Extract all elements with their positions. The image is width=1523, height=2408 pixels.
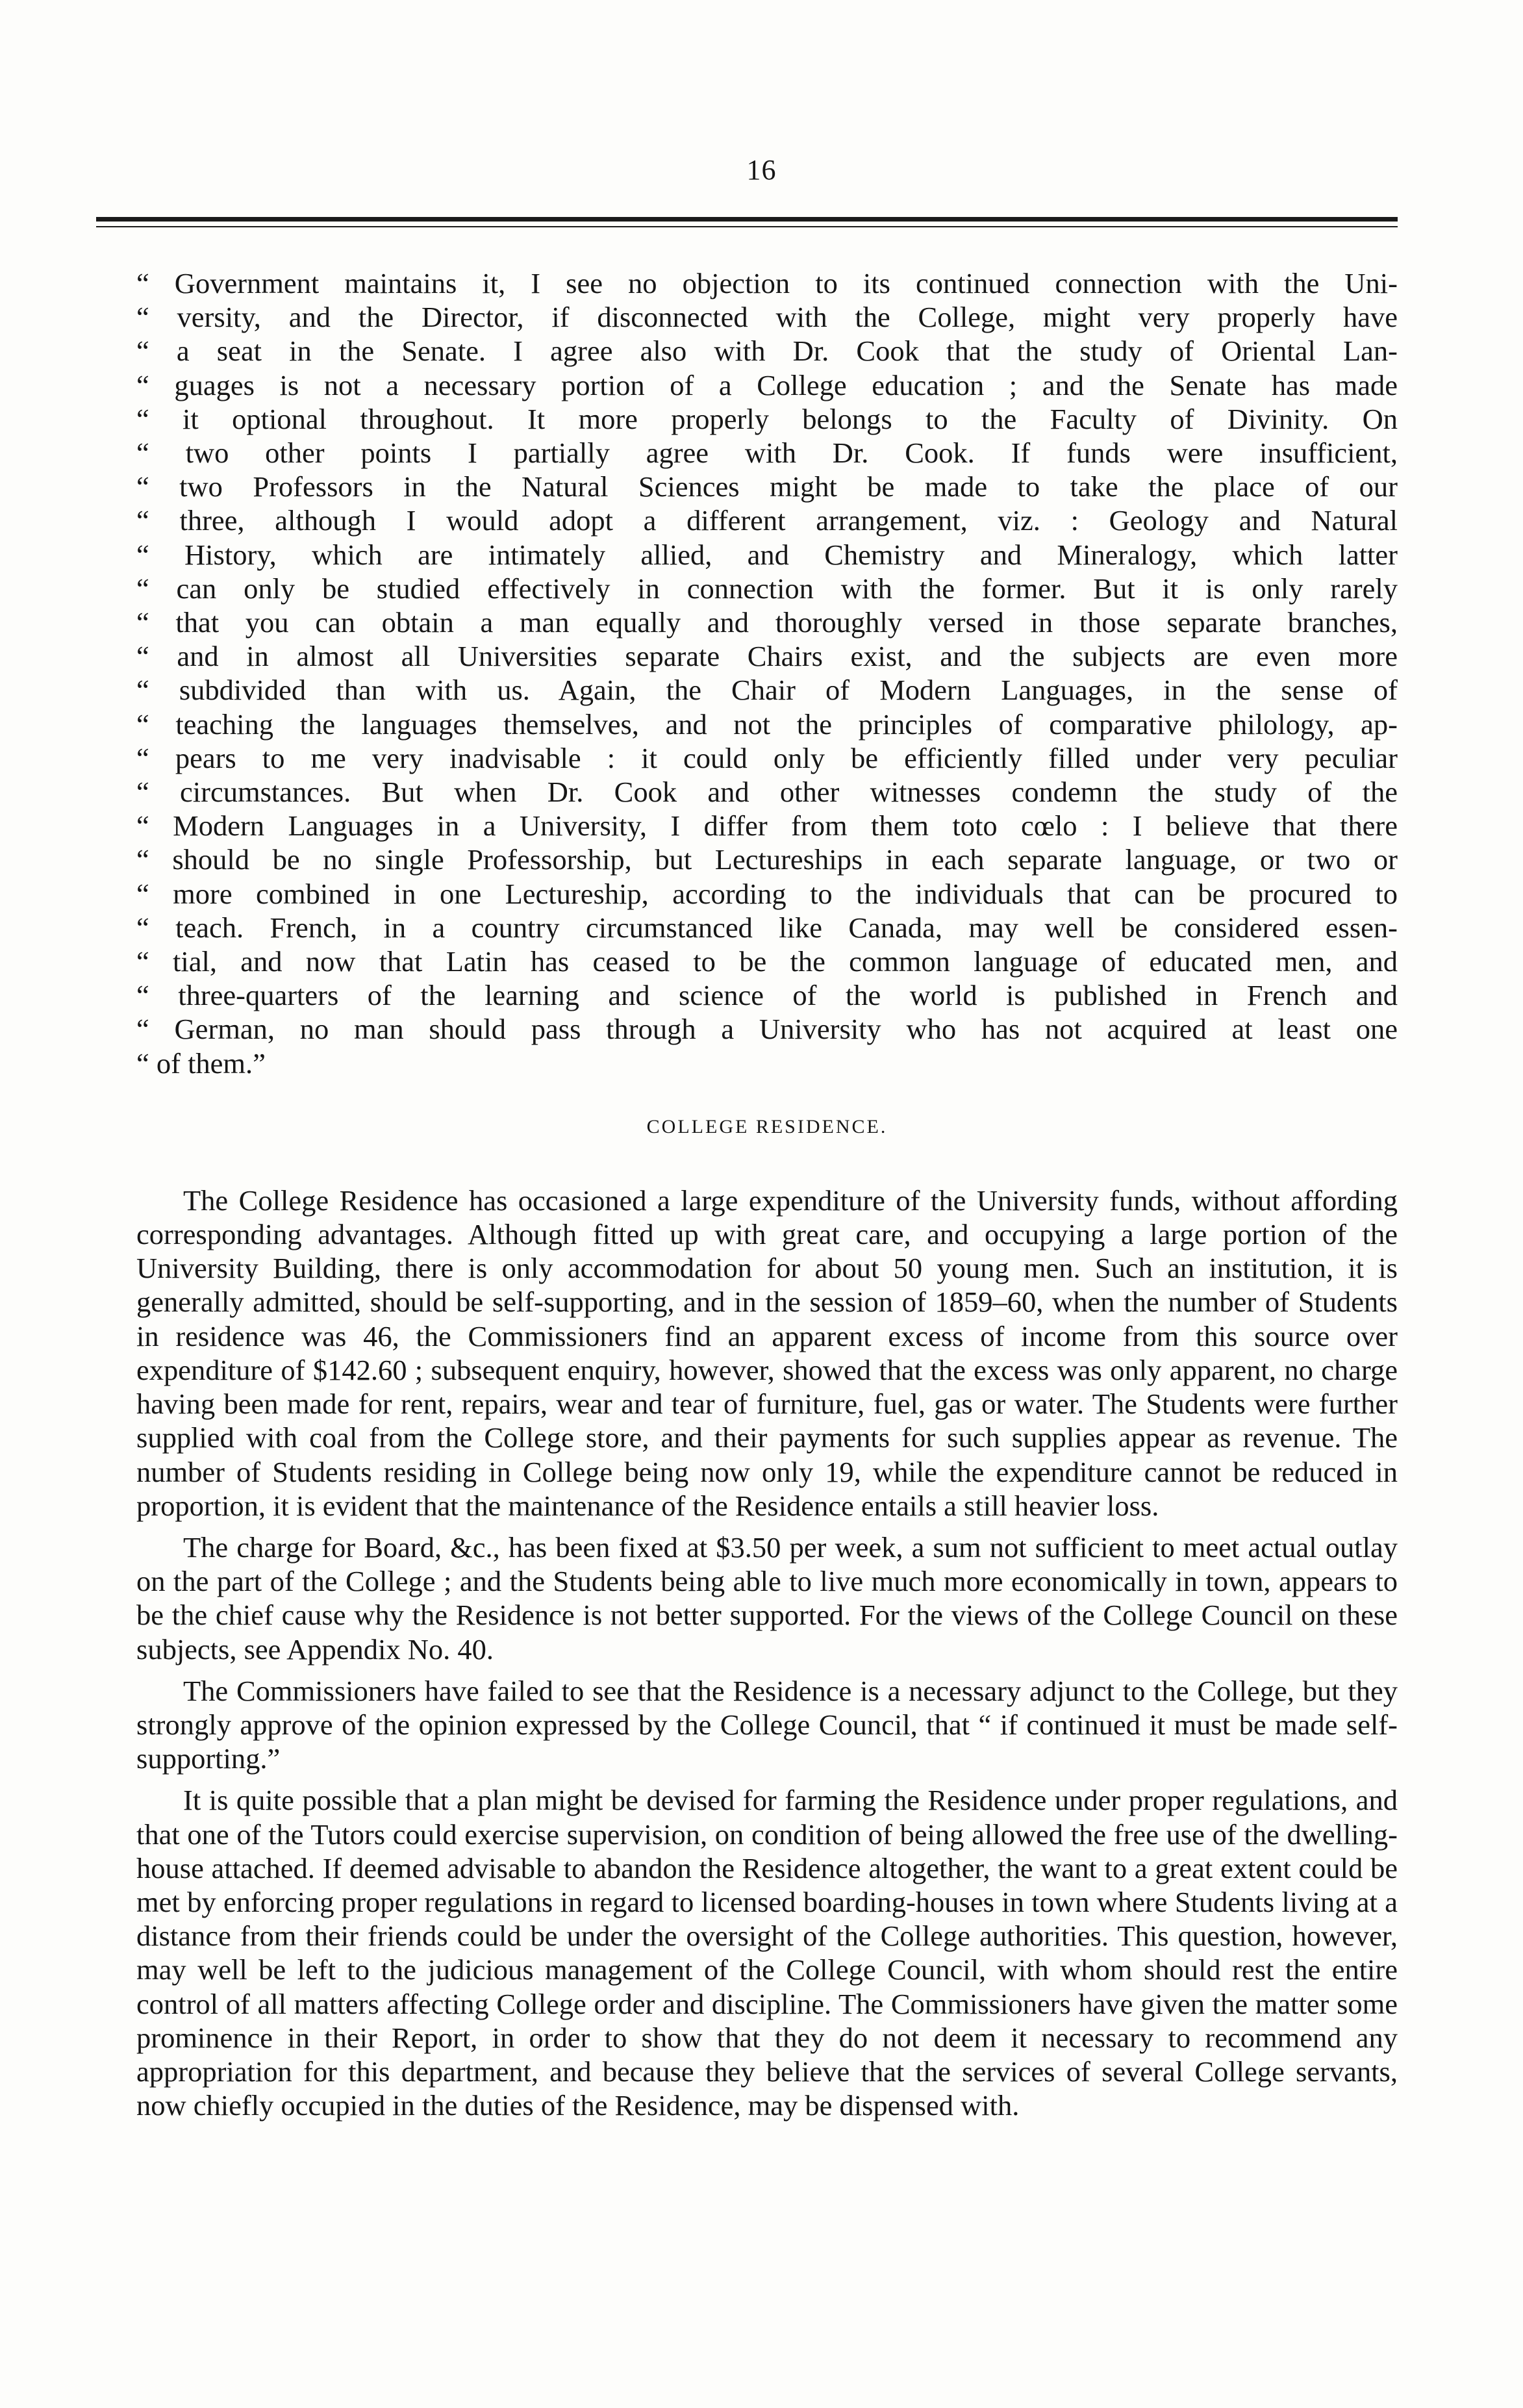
quote-line: “ German, no man should pass through a University who has not acquired at least one — [136, 1013, 1398, 1046]
quote-line: “ guages is not a necessary portion of a College education ; and the Senate has made — [136, 368, 1398, 401]
quote-line: “ subdivided than with us. Again, the Chair of Modern Languages, in the sense of — [136, 674, 1398, 707]
body-text — [136, 266, 1398, 2130]
quote-line: “ two Professors in the Natural Sciences might be made to take the place of our — [136, 470, 1398, 503]
quote-line: “ that you can obtain a man equally and thoroughly versed in those separate branches, — [136, 606, 1398, 639]
paragraph: It is quite possible that a plan might be devised for farming the Residence under proper regulations, and that one of the Tutors could exercise supervision, on condition of being allowed the free use of the dwelling-house attached. If deemed advisable to abandon the Residence altogether, the want to a great extent could be met by enforcing proper regulations in regard to licensed boarding-houses in town where Students living at a distance from their friends could be under the oversight of the College authorities. This question, however, may well be left to the judicious management of the College Council, with whom should rest the entire control of all matters affecting College order and discipline. The Commissioners have given the matter some prominence in their Report, in order to show that they do not deem it necessary to recommend any appropriation for this department, and because they believe that the services of several College servants, now chiefly occupied in the duties of the Residence, may be dispensed with. — [136, 1784, 1398, 2122]
paragraph: The charge for Board, &c., has been fixed at $3.50 per week, a sum not sufficient to meet actual outlay on the part of the College ; and the Students being able to live much more economically in town, appears to be the chief cause why the Residence is not better supported. For the views of the College Council on these subjects, see Appendix No. 40. — [136, 1530, 1398, 1666]
quote-line: “ teach. French, in a country circumstanced like Canada, may well be considered essen- — [136, 911, 1398, 944]
quote-line: “ History, which are intimately allied, and Chemistry and Mineralogy, which latter — [136, 538, 1398, 571]
quote-line: “ teaching the languages themselves, and not the principles of comparative philology, ap- — [136, 707, 1398, 741]
quote-line: “ circumstances. But when Dr. Cook and other witnesses condemn the study of the — [136, 776, 1398, 809]
quote-line: “ Modern Languages in a University, I differ from them toto cœlo : I believe that there — [136, 809, 1398, 843]
quote-line: “ pears to me very inadvisable : it could only be efficiently filled under very peculiar — [136, 741, 1398, 774]
quote-line: “ should be no single Professorship, but Lectureships in each separate language, or two or — [136, 843, 1398, 876]
quote-line: “ three-quarters of the learning and science of the world is published in French and — [136, 979, 1398, 1012]
header-rule-thin — [96, 226, 1398, 227]
quote-line: “ versity, and the Director, if disconnected with the College, might very properly have — [136, 301, 1398, 334]
quote-line: “ Government maintains it, I see no objection to its continued connection with the Uni- — [136, 267, 1398, 299]
quote-line: “ it optional throughout. It more properly belongs to the Faculty of Divinity. On — [136, 402, 1398, 435]
paragraph: The College Residence has occasioned a large expenditure of the University funds, without affording corresponding advantages. Although fitted up with great care, and occupying a large portion of the University Building, there is only accommodation for about 50 young men. Such an institution, it is generally admitted, should be self-supporting, and in the session of 1859–60, when the number of Students in residence was 46, the Commissioners find an apparent excess of income from this source over expenditure of $142.60 ; subsequent enquiry, however, showed that the excess was only apparent, no charge having been made for rent, repairs, wear and tear of furniture, fuel, gas or water. The Students were further supplied with coal from the College store, and their payments for such supplies appear as revenue. The number of Students residing in College being now only 19, while the expenditure cannot be reduced in proportion, it is evident that the maintenance of the Residence entails a still heavier loss. — [136, 1184, 1398, 1522]
quote-line: “ and in almost all Universities separate Chairs exist, and the subjects are even more — [136, 640, 1398, 673]
header-rule-thick — [96, 217, 1398, 222]
section-heading: COLLEGE RESIDENCE. — [646, 1115, 888, 1137]
paragraph: The Commissioners have failed to see that the Residence is a necessary adjunct to the College, but they strongly approve of the opinion expressed by the College Council, that “ if continued it must be made self-supporting.” — [136, 1674, 1398, 1775]
quote-line: “ three, although I would adopt a different arrangement, viz. : Geology and Natural — [136, 504, 1398, 537]
quote-line: “ tial, and now that Latin has ceased to be the common language of educated men, and — [136, 945, 1398, 978]
quotation-block — [136, 266, 1398, 1080]
page-number: 16 — [746, 154, 777, 186]
quote-line: “ two other points I partially agree with Dr. Cook. If funds were insufficient, — [136, 437, 1398, 470]
quote-line: “ of them.” — [136, 1046, 266, 1080]
quote-line: “ a seat in the Senate. I agree also with Dr. Cook that the study of Oriental Lan- — [136, 335, 1398, 368]
quote-line: “ can only be studied effectively in connection with the former. But it is only rarely — [136, 572, 1398, 605]
quote-line: “ more combined in one Lectureship, according to the individuals that can be procured to — [136, 877, 1398, 910]
